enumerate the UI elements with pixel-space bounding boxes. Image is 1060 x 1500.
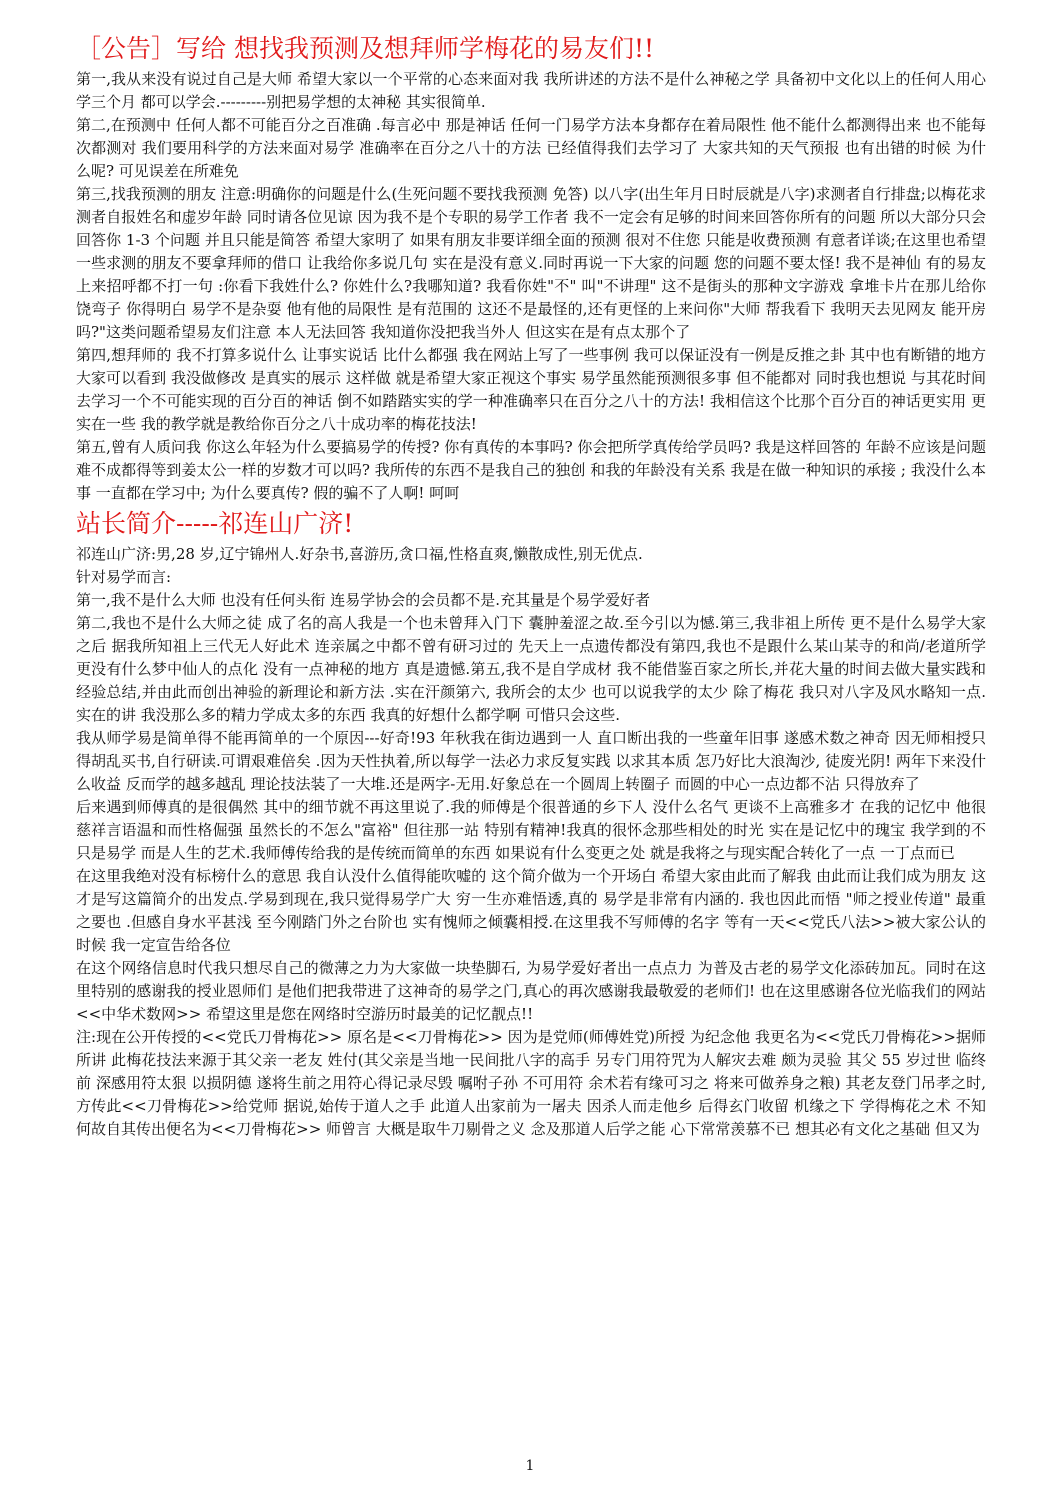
- profile-paragraph-6: 后来遇到师傅真的是很偶然 其中的细节就不再这里说了.我的师傅是个很普通的乡下人 没什么名气 更谈不上高雅多才 在我的记忆中 他很慈祥言语温和而性格倔强 虽然长的不怎么"富裕" 但往那一站 特别有精神!我真的很怀念那些相处的时光 实在是记忆中的瑰宝 我学到的不只是易学 而是人生的艺术.我师傅传给我的是传统而简单的东西 如果说有什么变更之处 就是我将之与现实配合转化了一点 一丁点而已: [76, 798, 986, 862]
- profile-paragraph-3: 第一,我不是什么大师 也没有任何头衔 连易学协会的会员都不是.充其量是个易学爱好者: [76, 591, 651, 609]
- document-page: [76, 28, 986, 1141]
- profile-paragraph-5: 我从师学易是简单得不能再简单的一个原因---好奇!93 年秋我在街边遇到一人 直口断出我的一些童年旧事 遂感术数之神奇 因无师相授只得胡乱买书,自行研读.可谓艰难倍矣 .因为天性执着,所以每学一法必力求反复实践 以求其本质 怎乃好比大浪淘沙, 徒废光阴! 两年下来没什么收益 反而学的越多越乱 理论技法装了一大堆.还是两字-无用.好象总在一个圆周上转圈子 而圆的中心一点边都不沾 只得放弃了: [76, 729, 986, 793]
- announcement-paragraph-5: 第五,曾有人质问我 你这么年轻为什么要搞易学的传授? 你有真传的本事吗? 你会把所学真传给学员吗? 我是这样回答的 年龄不应该是问题 难不成都得等到姜太公一样的岁数才可以吗? 我所传的东西不是我自己的独创 和我的年龄没有关系 我是在做一种知识的承接 ; 我没什么本事 一直都在学习中; 为什么要真传? 假的骗不了人啊! 呵呵: [76, 438, 986, 502]
- profile-title: 站长简介-----祁连山广济!: [76, 509, 354, 538]
- announcement-paragraph-3: 第三,找我预测的朋友 注意:明确你的问题是什么(生死问题不要找我预测 免答) 以八字(出生年月日时辰就是八字)求测者自行排盘;以梅花求测者自报姓名和虚岁年龄 同时请各位见谅 因为我不是个专职的易学工作者 我不一定会有足够的时间来回答你所有的问题 所以大部分只会回答你 1-3 个问题 并且只能是简答 希望大家明了 如果有朋友非要详细全面的预测 很对不住您 只能是收费预测 有意者详谈;在这里也希望一些求测的朋友不要拿拜师的借口 让我给你多说几句 实在是没有意义.同时再说一下大家的问题 您的问题不要太怪! 我不是神仙 有的易友上来招呼都不打一句 :你看下我姓什么? 你姓什么?我哪知道? 我看你姓"不" 叫"不讲理" 这不是街头的那种文字游戏 拿堆卡片在那儿给你饶弯子 你得明白 易学不是杂耍 他有他的局限性 是有范围的 这还不是最怪的,还有更怪的上来问你"大师 帮我看下 我明天去见网友 能开房吗?"这类问题希望易友们注意 本人无法回答 我知道你没把我当外人 但这实在是有点太那个了: [76, 185, 986, 341]
- profile-paragraph-8: 在这个网络信息时代我只想尽自己的微薄之力为大家做一块垫脚石, 为易学爱好者出一点点力 为普及古老的易学文化添砖加瓦。同时在这里特别的感谢我的授业恩师们 是他们把我带进了这神奇的易学之门,真心的再次感谢我最敬爱的老师们! 也在这里感谢各位光临我们的网站<<中华术数网>> 希望这里是您在网络时空游历时最美的记忆靓点!!: [76, 959, 986, 1023]
- profile-paragraph-4: 第二,我也不是什么大师之徒 成了名的高人我是一个也未曾拜入门下 囊肿羞涩之故.至今引以为憾.第三,我非祖上所传 更不是什么易学大家之后 据我所知祖上三代无人好此术 连亲属之中都不曾有研习过的 先天上一点遗传都没有第四,我也不是跟什么某山某寺的和尚/老道所学 更没有什么梦中仙人的点化 没有一点神秘的地方 真是遗憾.第五,我不是自学成材 我不能借鉴百家之所长,并花大量的时间去做大量实践和经验总结,并由此而创出神验的新理论和新方法 .实在汗颜第六, 我所会的太少 也可以说我学的太少 除了梅花 我只对八字及风水略知一点.实在的讲 我没那么多的精力学成太多的东西 我真的好想什么都学啊 可惜只会这些.: [76, 614, 986, 724]
- profile-paragraph-7: 在这里我绝对没有标榜什么的意思 我自认没什么值得能吹嘘的 这个简介做为一个开场白 希望大家由此而了解我 由此而让我们成为朋友 这才是写这篇简介的出发点.学易到现在,我只觉得易学广大 穷一生亦难悟透,真的 易学是非常有内涵的. 我也因此而悟 "师之授业传道" 最重之要也 .但感自身水平甚浅 至今刚踏门外之台阶也 实有愧师之倾囊相授.在这里我不写师傅的名字 等有一天<<党氏八法>>被大家公认的时候 我一定宣告给各位: [76, 867, 986, 954]
- profile-paragraph-9: 注:现在公开传授的<<党氏刀骨梅花>> 原名是<<刀骨梅花>> 因为是党师(师傅姓党)所授 为纪念他 我更名为<<党氏刀骨梅花>>据师所讲 此梅花技法来源于其父亲一老友 姓付(其父亲是当地一民间批八字的高手 另专门用符咒为人解灾去难 颇为灵验 其父 55 岁过世 临终前 深感用符太狠 以损阴德 遂将生前之用符心得记录尽毁 嘱咐子孙 不可用符 余术若有缘可习之 将来可做养身之粮) 其老友登门吊孝之时,方传此<<刀骨梅花>>给党师 据说,始传于道人之手 此道人出家前为一屠夫 因杀人而走他乡 后得玄门收留 机缘之下 学得梅花之术 不知何故自其传出便名为<<刀骨梅花>> 师曾言 大概是取牛刀剔骨之义 念及那道人后学之能 心下常常羡慕不已 想其必有文化之基础 但又为: [76, 1028, 986, 1138]
- page-number: 1: [525, 1458, 535, 1474]
- announcement-paragraph-2: 第二,在预测中 任何人都不可能百分之百准确 .每言必中 那是神话 任何一门易学方法本身都存在着局限性 他不能什么都测得出来 也不能每次都测对 我们要用科学的方法来面对易学 准确率在百分之八十的方法 已经值得我们去学习了 大家共知的天气预报 也有出错的时候 为什么呢? 可见误差在所难免: [76, 116, 986, 180]
- announcement-title: ［公告］写给 想找我预测及想拜师学梅花的易友们!!: [76, 34, 655, 63]
- announcement-paragraph-4: 第四,想拜师的 我不打算多说什么 让事实说话 比什么都强 我在网站上写了一些事例 我可以保证没有一例是反推之卦 其中也有断错的地方 大家可以看到 我没做修改 是真实的展示 这样做 就是希望大家正视这个事实 易学虽然能预测很多事 但不能都对 同时我也想说 与其花时间去学习一个不可能实现的百分百的神话 倒不如踏踏实实的学一种准确率只在百分之八十的方法! 我相信这个比那个百分百的神话更实用 更实在一些 我的教学就是教给你百分之八十成功率的梅花技法!: [76, 346, 986, 433]
- profile-paragraph-1: 祁连山广济:男,28 岁,辽宁锦州人.好杂书,喜游历,贪口福,性格直爽,懒散成性,别无优点.: [76, 545, 643, 563]
- announcement-paragraph-1: 第一,我从来没有说过自己是大师 希望大家以一个平常的心态来面对我 我所讲述的方法不是什么神秘之学 具备初中文化以上的任何人用心学三个月 都可以学会.---------别把易学想的太神秘 其实很简单.: [76, 70, 986, 111]
- profile-paragraph-2: 针对易学而言:: [76, 568, 172, 586]
